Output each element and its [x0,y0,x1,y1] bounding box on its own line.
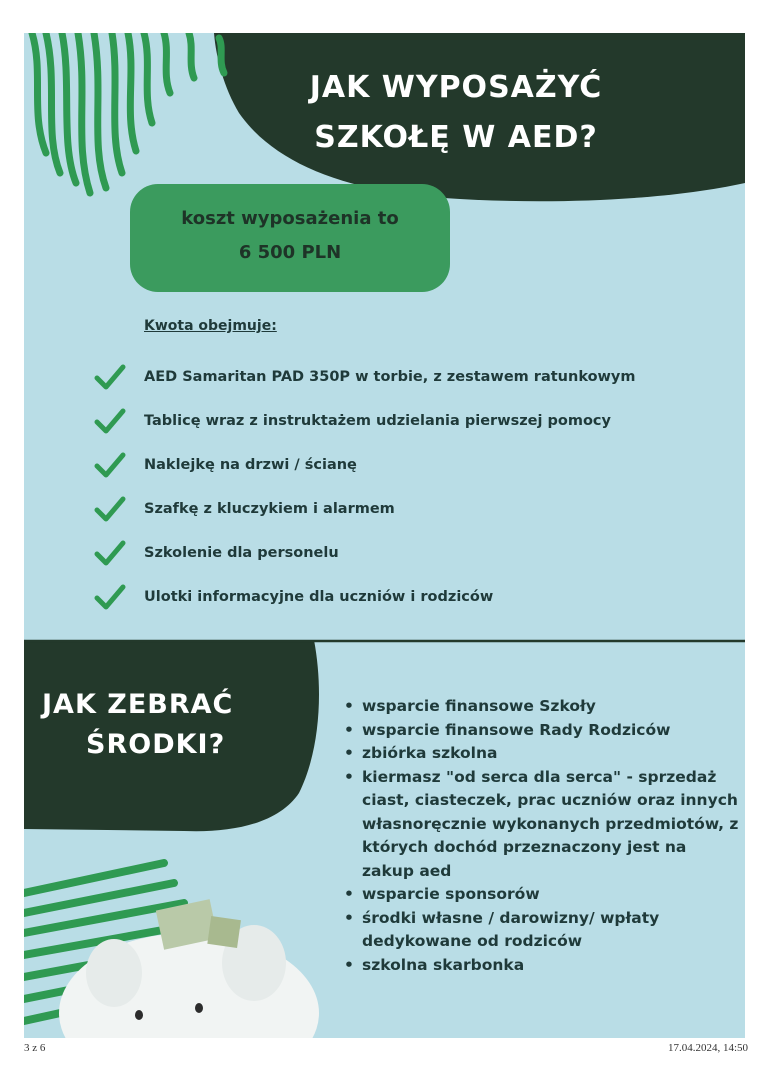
check-icon [94,451,126,479]
list-item-label: Naklejkę na drzwi / ścianę [144,457,357,473]
print-datetime: 17.04.2024, 14:50 [667,1042,748,1054]
check-icon [94,407,126,435]
poster [24,33,745,1038]
list-item [94,355,636,399]
divider-line [24,639,745,643]
list-item-label: Ulotki informacyjne dla uczniów i rodziców [144,589,494,605]
title-line-2: SZKOŁĘ W AED? [314,120,598,155]
list-item: • środki własne / darowizny/ wpłaty dedykowane od rodziców [342,907,742,954]
list-item [94,487,636,531]
fund-title-line-1: JAK ZEBRAĆ [42,689,234,720]
list-item-label: AED Samaritan PAD 350P w torbie, z zestawem ratunkowym [144,369,636,385]
cost-box [130,184,450,292]
list-item [94,531,636,575]
list-item: • wsparcie finansowe Szkoły [342,695,742,719]
includes-list [94,355,636,619]
fund-title [42,685,233,765]
list-item-label: Szafkę z kluczykiem i alarmem [144,501,395,517]
check-icon [94,495,126,523]
list-item [94,399,636,443]
fund-list [342,695,742,977]
title-line-1: JAK WYPOSAŻYĆ [309,70,603,105]
check-icon [94,583,126,611]
list-item: • wsparcie sponsorów [342,883,742,907]
list-item [94,575,636,619]
cost-line-1: koszt wyposażenia to [181,208,399,229]
list-item [94,443,636,487]
main-title [256,63,656,163]
check-icon [94,363,126,391]
check-icon [94,539,126,567]
brush-strokes-top [32,33,224,193]
includes-heading: Kwota obejmuje: [144,318,277,334]
list-item: • kiermasz "od serca dla serca" - sprzedaż ciast, ciasteczek, prac uczniów oraz innych własnoręcznie wykonanych przedmiotów, z których dochód przeznaczony jest na zakup aed [342,766,742,884]
page-number: 3 z 6 [24,1042,46,1054]
list-item: • zbiórka szkolna [342,742,742,766]
list-item: • wsparcie finansowe Rady Rodziców [342,719,742,743]
list-item-label: Tablicę wraz z instruktażem udzielania pierwszej pomocy [144,413,611,429]
fund-title-line-2: ŚRODKI? [86,729,226,760]
list-item-label: Szkolenie dla personelu [144,545,339,561]
cost-line-2: 6 500 PLN [238,242,342,263]
list-item: • szkolna skarbonka [342,954,742,978]
